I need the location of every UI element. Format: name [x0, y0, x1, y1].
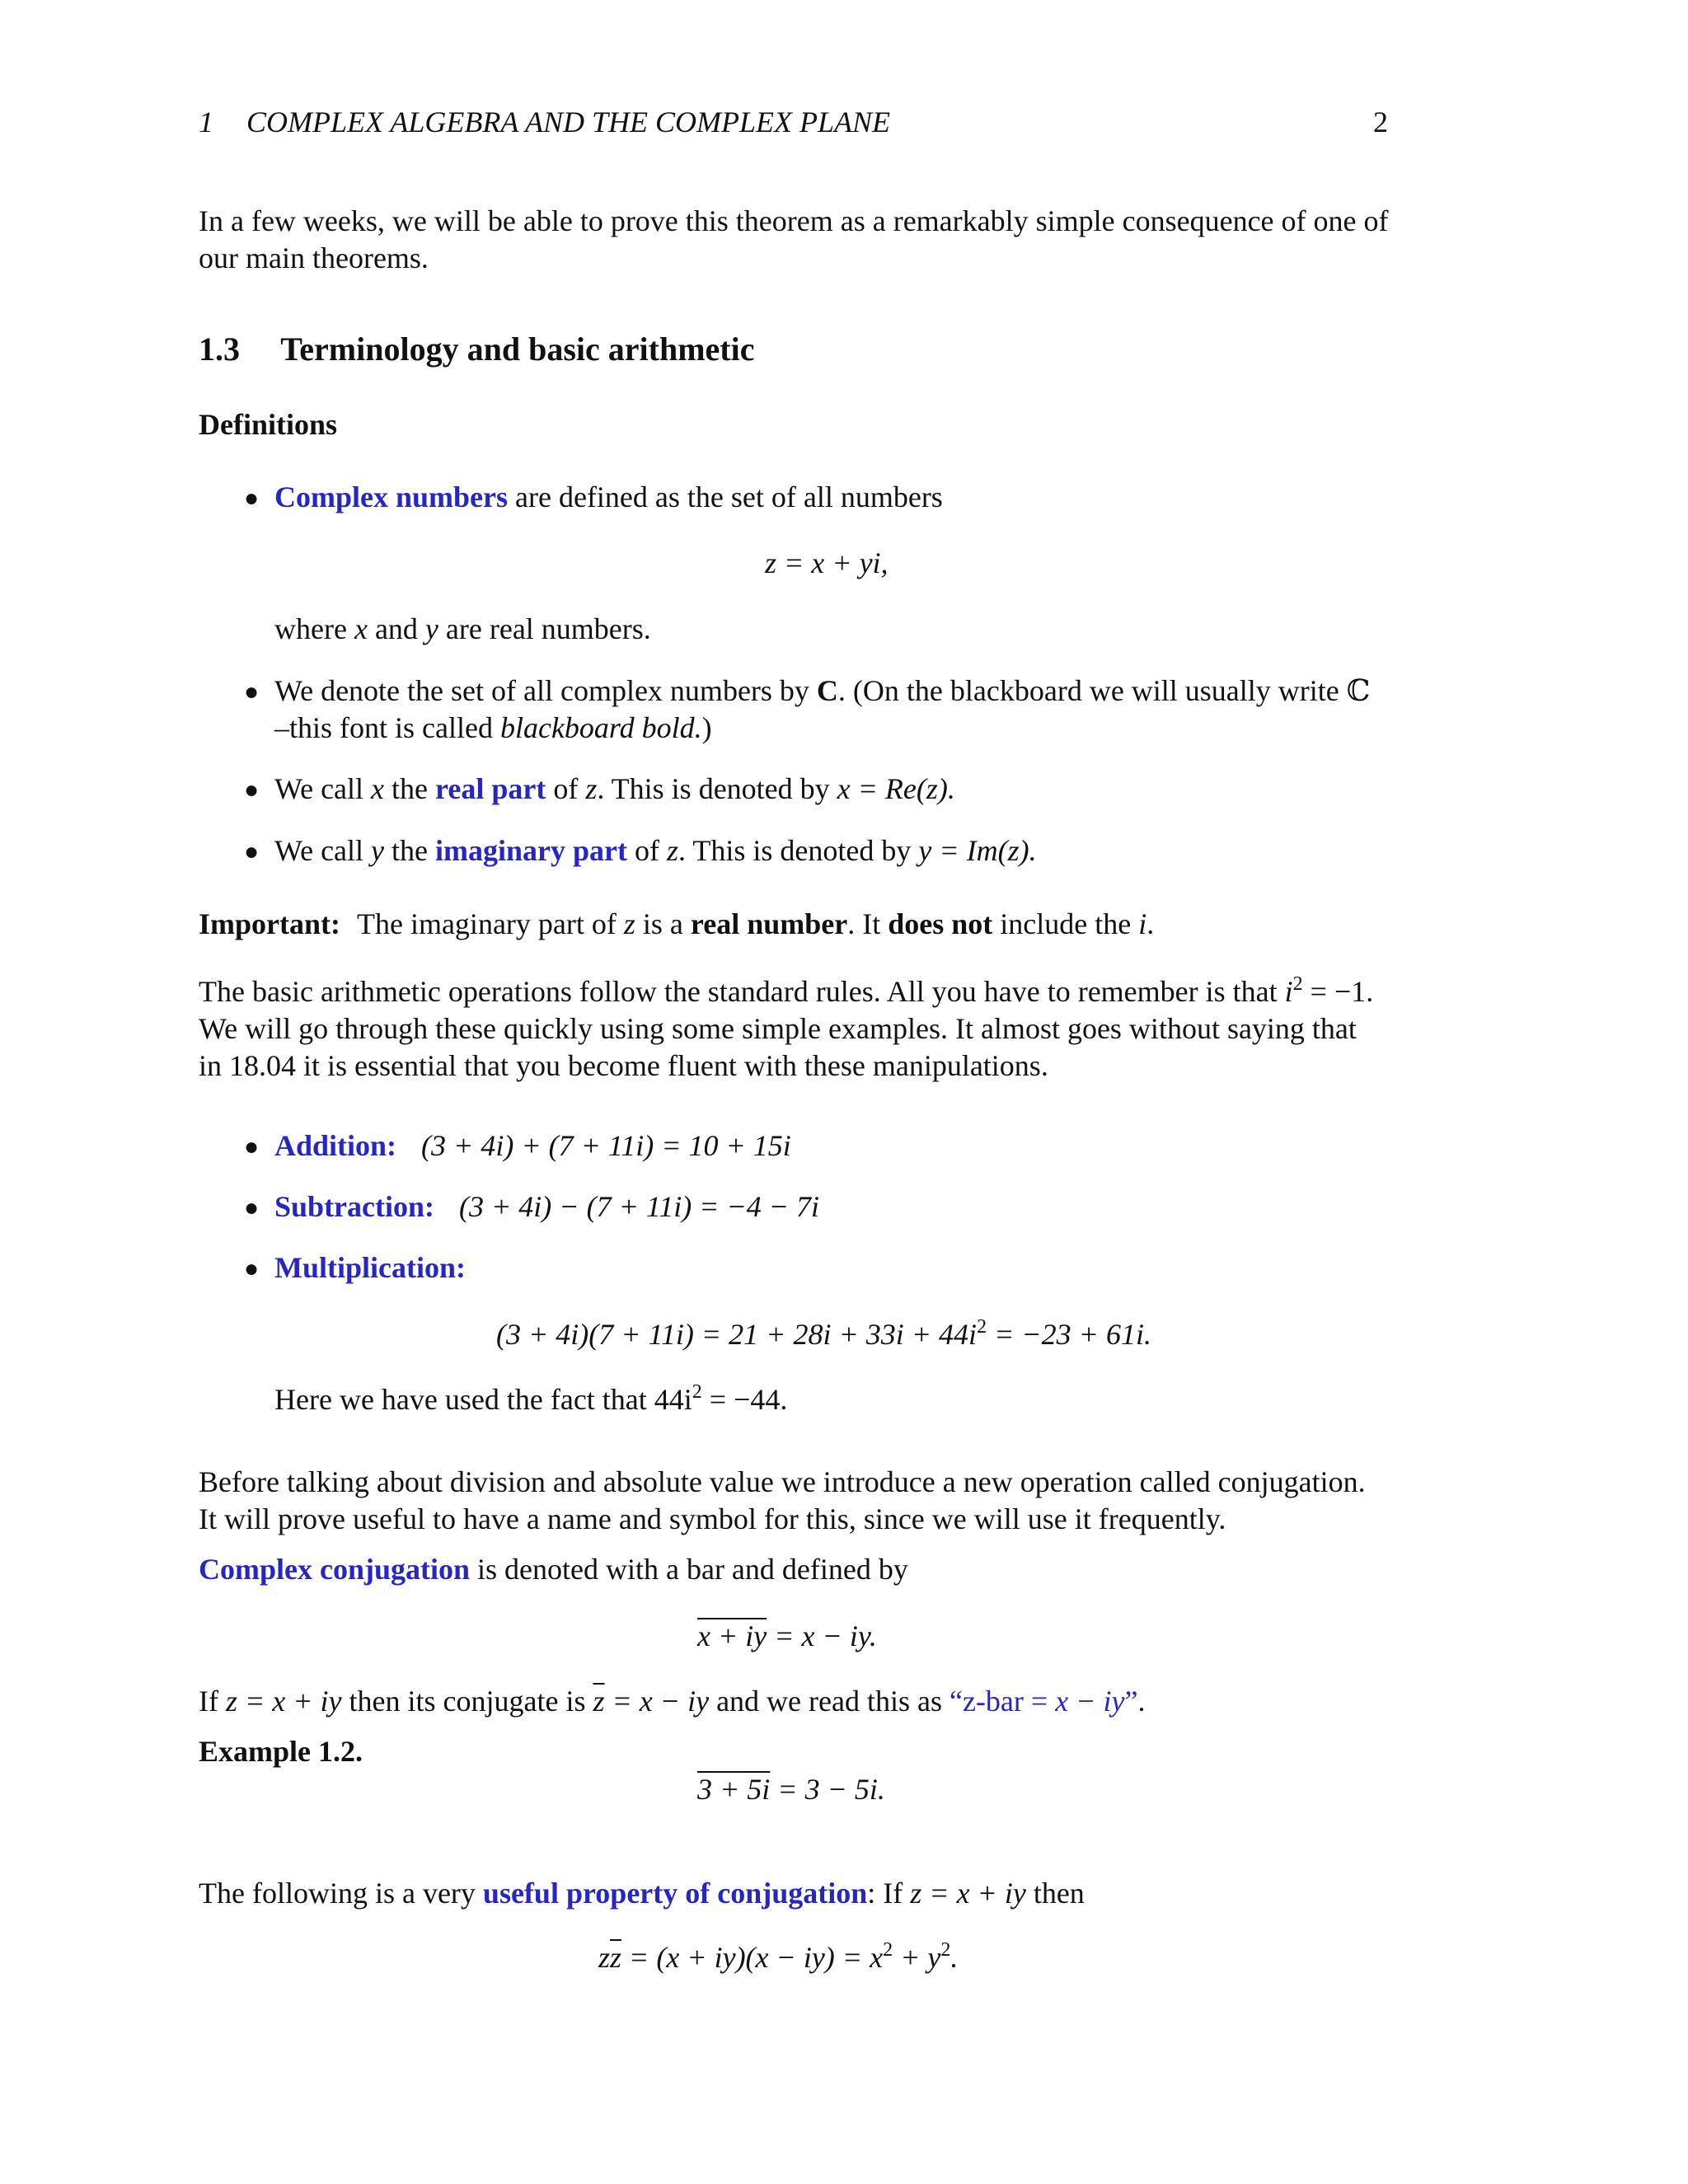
bullet-dot: ● — [244, 838, 260, 865]
addition-line — [274, 1127, 791, 1165]
real-text-2: the — [384, 772, 436, 805]
subtraction-equation: (3 + 4i) − (7 + 11i) = −4 − 7i — [459, 1190, 820, 1223]
imag-z: z — [667, 834, 679, 867]
property-text-2: : If — [867, 1877, 911, 1910]
important-real-number: real number — [690, 907, 848, 940]
z-bar-quote: “z-bar = — [949, 1685, 1056, 1718]
conj-eq-rest: = x − iy. — [767, 1619, 877, 1652]
multiplication-line — [274, 1249, 466, 1286]
imag-text-2: the — [384, 834, 436, 867]
page-number: 2 — [1373, 105, 1388, 138]
arith-line-1 — [199, 972, 1373, 1010]
if-text-1: If — [199, 1685, 226, 1718]
where-line — [274, 610, 651, 648]
real-text-1: We call — [274, 772, 372, 805]
important-line — [199, 905, 1154, 943]
property-text-1: The following is a very — [199, 1877, 483, 1910]
denote-bold-c: C — [816, 674, 838, 707]
mult-eq-part-2: = −23 + 61i. — [987, 1318, 1151, 1351]
important-i: i — [1138, 907, 1147, 940]
imaginary-part-line — [274, 832, 1037, 869]
imaginary-part-term: imaginary part — [435, 834, 627, 867]
z-bar-quote-end: ” — [1124, 1685, 1138, 1718]
bullet-dot: ● — [244, 1194, 260, 1221]
final-z-bar: $\overline{z}$ — [610, 1941, 622, 1974]
complex-conjugation-term: Complex conjugation — [199, 1553, 471, 1586]
complex-numbers-line — [274, 478, 943, 516]
arith-text-1: The basic arithmetic operations follow the standard rules. All you have to remember is that — [199, 975, 1285, 1008]
real-x: x — [371, 772, 385, 805]
if-text-4: . — [1137, 1685, 1146, 1718]
real-text-3: of — [546, 772, 586, 805]
complex-numbers-term: Complex numbers — [274, 480, 509, 513]
real-text-4: . This is denoted by — [597, 772, 837, 805]
final-exponent-1: 2 — [883, 1939, 893, 1961]
denote-text-3: –this font is called — [274, 711, 500, 744]
running-header — [199, 105, 890, 139]
final-eq-part-2: + y — [893, 1941, 941, 1974]
denote-text-2: . (On the blackboard we will usually write ℂ — [837, 674, 1371, 707]
here-line — [274, 1380, 787, 1418]
arith-exponent: 2 — [1292, 973, 1303, 995]
multiplication-equation — [496, 1315, 1151, 1353]
denote-text-1: We denote the set of all complex numbers by — [274, 674, 817, 707]
example-overlined-term: 3 + 5i — [697, 1773, 771, 1806]
important-text-2: is a — [635, 907, 691, 940]
bullet-dot: ● — [244, 776, 260, 804]
where-text-2: and — [367, 612, 425, 645]
here-exponent: 2 — [692, 1381, 702, 1403]
if-text-3: and we read this as — [709, 1685, 950, 1718]
if-text-2: then its conjugate is — [341, 1685, 593, 1718]
definitions-heading: Definitions — [199, 408, 338, 441]
arith-i: i — [1284, 975, 1293, 1008]
bullet-dot: ● — [244, 1133, 260, 1160]
chapter-title: COMPLEX ALGEBRA AND THE COMPLEX PLANE — [246, 105, 891, 138]
mult-exponent: 2 — [977, 1316, 987, 1338]
conj-before-line-2: It will prove useful to have a name and symbol for this, since we will use it frequently. — [199, 1502, 1226, 1535]
equation-z: z = x + yi, — [765, 546, 889, 579]
addition-equation: (3 + 4i) + (7 + 11i) = 10 + 15i — [421, 1129, 791, 1162]
imag-text-1: We call — [274, 834, 372, 867]
subtraction-line — [274, 1188, 819, 1226]
here-text-1: Here we have used the fact that 44i — [274, 1383, 692, 1416]
bullet-dot: ● — [244, 485, 260, 512]
section-number: 1.3 — [199, 330, 240, 368]
bullet-dot: ● — [244, 1255, 260, 1282]
important-does-not: does not — [888, 907, 993, 940]
real-z: z — [585, 772, 598, 805]
intro-line-2: our main theorems. — [199, 241, 429, 274]
imag-text-4: . This is denoted by — [678, 834, 919, 867]
multiplication-label: Multiplication: — [274, 1251, 466, 1284]
conj-overlined-term: x + iy — [697, 1619, 767, 1652]
property-equation: z = x + iy — [910, 1877, 1026, 1910]
final-eq-part-1: = (x + iy)(x − iy) = x — [621, 1941, 884, 1974]
real-part-equation: x = Re(z). — [837, 772, 955, 805]
section-heading — [199, 330, 754, 368]
denote-line-1 — [274, 672, 1370, 710]
real-part-line — [274, 770, 955, 808]
if-equation-2: = x − iy — [604, 1685, 710, 1718]
conj-definition-rest: is denoted with a bar and defined by — [470, 1553, 908, 1586]
final-exponent-2: 2 — [940, 1939, 951, 1961]
chapter-number: 1 — [199, 105, 213, 138]
important-text-4: include the — [992, 907, 1139, 940]
example-eq-rest: = 3 − 5i. — [770, 1773, 885, 1806]
important-text-3: . It — [847, 907, 889, 940]
important-text-5: . — [1146, 907, 1155, 940]
arith-line-3: in 18.04 it is essential that you become fluent with these manipulations. — [199, 1049, 1048, 1082]
where-text-3: are real numbers. — [438, 612, 651, 645]
useful-property-term: useful property of conjugation — [482, 1877, 868, 1910]
denote-text-4: ) — [701, 711, 712, 744]
arith-text-2: = −1. — [1302, 975, 1374, 1008]
where-x: x — [354, 612, 368, 645]
example-equation — [697, 1770, 885, 1808]
property-line — [199, 1874, 1085, 1912]
addition-label: Addition: — [274, 1129, 397, 1162]
real-part-term: real part — [435, 772, 546, 805]
conj-definition-line — [199, 1550, 908, 1588]
if-equation-1: z = x + iy — [225, 1685, 342, 1718]
section-title: Terminology and basic arithmetic — [280, 330, 755, 368]
arith-line-2: We will go through these quickly using some simple examples. It almost goes without saying that — [199, 1012, 1357, 1045]
intro-line-1: In a few weeks, we will be able to prove this theorem as a remarkably simple consequence of one of — [199, 204, 1389, 237]
conj-if-line — [199, 1682, 1145, 1720]
property-text-3: then — [1025, 1877, 1085, 1910]
if-z-bar: $\overline{z}$ — [593, 1685, 605, 1718]
where-y: y — [424, 612, 438, 645]
complex-numbers-rest: are defined as the set of all numbers — [508, 480, 943, 513]
important-label: Important: — [199, 907, 340, 940]
example-label: Example 1.2. — [199, 1735, 363, 1768]
imag-y: y — [371, 834, 385, 867]
imaginary-part-equation: y = Im(z). — [918, 834, 1037, 867]
conjugation-equation — [697, 1617, 877, 1655]
subtraction-label: Subtraction: — [274, 1190, 435, 1223]
mult-eq-part-1: (3 + 4i)(7 + 11i) = 21 + 28i + 33i + 44i — [496, 1318, 978, 1351]
denote-line-2 — [274, 709, 712, 747]
denote-blackboard-bold: blackboard bold. — [499, 711, 702, 744]
conj-before-line-1: Before talking about division and absolute value we introduce a new operation called conjugation. — [199, 1465, 1366, 1498]
important-text-1: The imaginary part of — [356, 907, 624, 940]
here-text-2: = −44. — [701, 1383, 788, 1416]
z-bar-quote-math: x − iy — [1055, 1685, 1125, 1718]
final-z: z — [598, 1941, 611, 1974]
bullet-dot: ● — [244, 678, 260, 705]
imag-text-3: of — [627, 834, 667, 867]
where-text-1: where — [274, 612, 354, 645]
final-equation — [598, 1938, 958, 1976]
final-eq-part-3: . — [950, 1941, 959, 1974]
important-z: z — [623, 907, 635, 940]
